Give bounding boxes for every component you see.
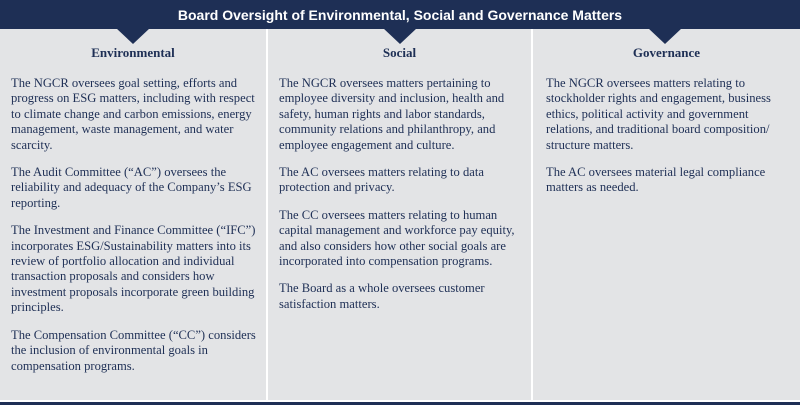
social-paragraph: The AC oversees matters relating to data protection and privacy. <box>279 165 484 195</box>
table-title: Board Oversight of Environmental, Social and Governance Matters <box>177 6 623 23</box>
environmental-heading: Environmental <box>91 45 175 60</box>
environmental-paragraph: The Audit Committee (“AC”) oversees the reliability and adequacy of the Company’s ESG reporting. <box>11 165 252 210</box>
table-header <box>0 0 800 29</box>
environmental-column <box>11 76 263 386</box>
environmental-paragraph: The NGCR oversees goal setting, efforts and progress on ESG matters, including with respect to climate change and carbon emissions, energy management, waste management, and water scarcity. <box>11 76 255 152</box>
social-paragraph: The NGCR oversees matters pertaining to employee diversity and inclusion, health and safety, human rights and labor standards, community relations and philanthropy, and employee engagement and culture. <box>279 76 505 152</box>
social-heading: Social <box>382 45 417 60</box>
governance-paragraph: The AC oversees material legal compliance matters as needed. <box>546 165 766 195</box>
social-paragraph: The CC oversees matters relating to human capital management and workforce pay equity, and also considers how other social goals are incorporated into compensation programs. <box>279 207 515 269</box>
governance-pointer <box>648 28 682 44</box>
environmental-pointer <box>116 28 150 44</box>
social-paragraph: The Board as a whole oversees customer satisfaction matters. <box>279 281 485 311</box>
governance-paragraph: The NGCR oversees matters relating to stockholder rights and engagement, business ethics, political activity and government relations, and traditional board composition/ structure matters. <box>546 76 771 152</box>
environmental-paragraph: The Compensation Committee (“CC”) considers the inclusion of environmental goals in compensation programs. <box>11 327 256 373</box>
environmental-paragraph: The Investment and Finance Committee (“IFC”) incorporates ESG/Sustainability matters into its review of portfolio allocation and individual transaction proposals and considers how investment proposals incorporate green building principles. <box>11 223 256 315</box>
governance-column <box>546 76 790 208</box>
social-column <box>279 76 527 324</box>
social-pointer <box>383 28 417 44</box>
governance-heading: Governance <box>632 45 701 60</box>
